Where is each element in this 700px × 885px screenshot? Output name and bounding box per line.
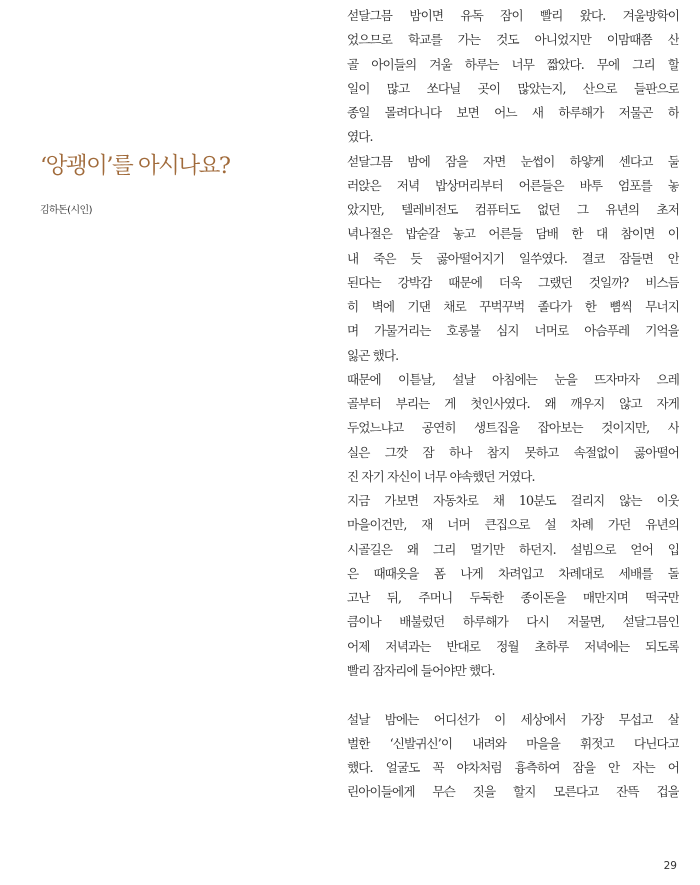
body-text-line: 마을이건만, 재 너머 큰집으로 설 차례 가던 유년의 <box>347 517 679 533</box>
body-text-line: 지금 가보면 자동차로 채 10분도 걸리지 않는 이웃 <box>347 493 679 508</box>
body-text-line: 었으므로 학교를 가는 것도 아니었지만 이맘때쯤 산 <box>347 32 679 48</box>
body-text-line: 종일 몰려다니다 보면 어느 새 하루해가 저물곤 하 <box>347 105 679 120</box>
body-text-line: 고난 뒤, 주머니 두둑한 종이돈을 매만지며 떡국만 <box>347 590 679 605</box>
body-text-line: 된다는 강박감 때문에 더욱 그랬던 것일까? 비스듬 <box>347 274 679 290</box>
body-text-line: 실은 그깟 잠 하나 참지 못하고 속절없이 곯아떨어 <box>347 444 679 460</box>
body-text-line: 며 가물거리는 호롱불 심지 너머로 아슴푸레 기억을 <box>347 323 679 339</box>
body-text-line: 일이 많고 쏘다닐 곳이 많았는지, 산으로 들판으로 <box>347 80 679 96</box>
body-text-line: 녁나절은 밥숟갈 놓고 어른들 담배 한 대 참이면 이 <box>347 226 679 242</box>
body-text-line: 어제 저녁과는 반대로 정월 초하루 저녁에는 되도록 <box>347 638 679 654</box>
body-text-line: 였다. <box>347 129 373 145</box>
body-text-line: 러앉은 저녁 밥상머리부터 어른들은 바투 엄포를 놓 <box>347 177 679 193</box>
body-text-line: 섣달그믐 밤이면 유독 잠이 빨리 왔다. 겨울방학이 <box>347 8 679 23</box>
body-text-line: 큼이나 배불렀던 하루해가 다시 저물면, 섣달그믐인 <box>347 614 679 630</box>
body-text-line: 빨리 잠자리에 들어야만 했다. <box>347 662 495 678</box>
body-text-line: 섣달그믐 밤에 잠을 자면 눈썹이 하얗게 센다고 둘 <box>347 153 679 169</box>
body-text-line: 았지만, 텔레비전도 컴퓨터도 없던 그 유년의 초저 <box>347 202 679 217</box>
body-text-line: 내 죽은 듯 곯아떨어지기 일쑤였다. 결코 잠들면 안 <box>347 250 679 266</box>
body-text-line: 했다. 얼굴도 꼭 야차처럼 흉측하여 잠을 안 자는 어 <box>347 760 679 775</box>
page-number: 29 <box>663 860 677 872</box>
body-text-line: 히 벽에 기댄 채로 꾸벅꾸벅 졸다가 한 뼘씩 무너지 <box>347 299 679 314</box>
article-author: 김하돈(시인) <box>40 205 92 216</box>
body-text-line: 골 아이들의 겨울 하루는 너무 짧았다. 무에 그리 할 <box>347 56 679 72</box>
body-text-line: 두었느냐고 공연히 생트집을 잡아보는 것이지만, 사 <box>347 420 679 436</box>
article-title: ‘앙괭이’를 아시나요? <box>40 153 230 179</box>
body-text-line: 시골길은 왜 그리 멀기만 하던지. 설빔으로 얻어 입 <box>347 541 679 557</box>
body-text-line: 은 때때옷을 폼 나게 차려입고 차례대로 세배를 돌 <box>347 565 679 581</box>
body-text-line: 벌한 ‘신발귀신’이 내려와 마을을 휘젓고 다닌다고 <box>347 735 679 751</box>
body-text-line: 진 자기 자신이 너무 야속했던 거였다. <box>347 468 535 484</box>
article-body <box>347 0 679 805</box>
body-text-line: 린아이들에게 무슨 짓을 할지 모른다고 잔뜩 겁을 <box>347 784 679 800</box>
body-text-line: 골부터 부리는 게 첫인사였다. 왜 깨우지 않고 자게 <box>347 396 679 411</box>
body-text-line: 설날 밤에는 어디선가 이 세상에서 가장 무섭고 살 <box>347 711 679 727</box>
body-text-line: 때문에 이튿날, 설날 아침에는 눈을 뜨자마자 으레 <box>347 371 679 387</box>
body-text-line: 잃곤 했다. <box>347 347 399 363</box>
paragraph-gap <box>347 683 679 708</box>
